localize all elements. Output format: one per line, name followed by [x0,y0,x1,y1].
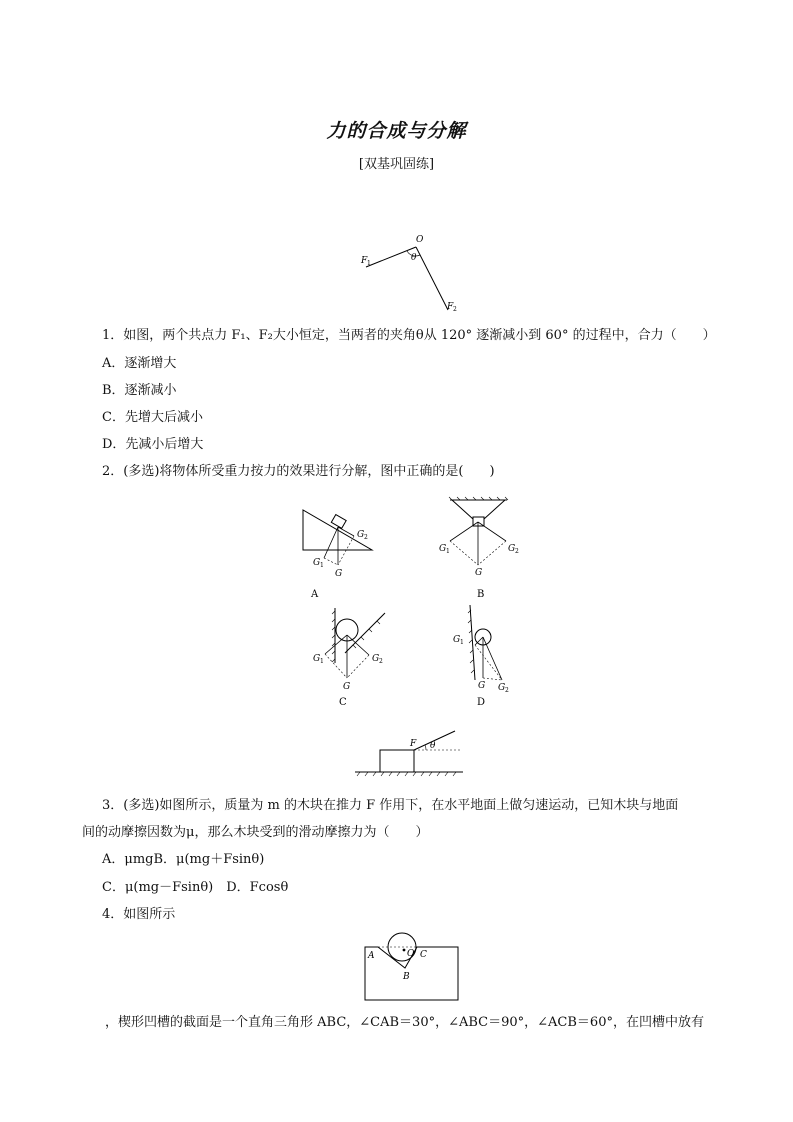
force-f-label: F [410,739,417,749]
q1-option-b: B．逐渐减小 [102,383,177,398]
svg-text:G: G [475,568,483,578]
q1-stem: 1．如图，两个共点力 F₁、F₂大小恒定，当两者的夹角θ从 120° 逐渐减小到 60° 的过程中，合力（ ） [102,328,716,343]
q1-option-d: D．先减小后增大 [102,437,204,452]
svg-text:2: 2 [379,658,383,665]
point-c-label: C [420,950,427,960]
q3-options-line2: C．μ(mg－Fsinθ) D．Fcosθ [102,880,289,895]
page-title: 力的合成与分解 [326,120,467,142]
q1-force-figure [355,230,465,320]
f1-label: F [361,256,368,266]
q2-figure-c [305,603,395,708]
svg-text:1: 1 [320,658,324,665]
svg-text:G: G [357,530,365,540]
svg-text:2: 2 [505,687,509,694]
f1-subscript: 1 [367,260,371,267]
q3-stem-line1: 3．(多选)如图所示，质量为 m 的木块在推力 F 作用下，在水平地面上做匀速运动，已知木块与地面 [102,798,679,813]
q4-groove-figure [360,928,465,1003]
section-subtitle: [双基巩固练] [358,157,435,172]
svg-text:G: G [439,544,447,554]
q2-caption-c: C [339,697,347,708]
svg-text:G: G [453,635,461,645]
svg-text:G: G [478,681,486,691]
point-o-label: O [407,949,415,959]
q4-text-line: ，楔形凹槽的截面是一个直角三角形 ABC，∠CAB＝30°，∠ABC＝90°，∠ACB＝60°，在凹槽中放有 [105,1015,704,1030]
q2-figure-b [430,495,530,600]
q3-options-line1: A．μmgB．μ(mg＋Fsinθ) [102,852,265,867]
q2-stem: 2．(多选)将物体所受重力按力的效果进行分解，图中正确的是( ) [102,464,495,479]
svg-text:1: 1 [460,639,464,646]
svg-text:G: G [498,683,506,693]
q1-option-a: A．逐渐增大 [102,356,177,371]
svg-text:G: G [508,544,516,554]
svg-text:1: 1 [446,548,450,555]
theta-label: θ [411,253,417,263]
q2-caption-a: A [311,589,319,600]
q3-block-figure [350,728,470,780]
svg-text:2: 2 [364,534,368,541]
q2-figure-d [445,600,525,708]
svg-text:1: 1 [320,562,324,569]
f1-vector [366,247,416,267]
svg-text:G: G [372,654,380,664]
q1-option-c: C．先增大后减小 [102,410,203,425]
q3-stem-line2: 间的动摩擦因数为μ，那么木块受到的滑动摩擦力为（ ） [82,825,429,840]
svg-text:G: G [313,558,321,568]
q2-caption-d: D [477,697,486,708]
point-b-label: B [403,972,410,982]
point-a-label: A [368,951,375,961]
point-o-label: O [416,235,424,245]
svg-text:G: G [313,654,321,664]
svg-text:G: G [343,682,351,692]
svg-text:G: G [335,569,343,579]
q2-figure-a [295,505,380,600]
q2-caption-b: B [477,589,485,600]
f2-vector [416,247,448,310]
f2-subscript: 2 [453,306,457,313]
svg-text:2: 2 [515,548,519,555]
f2-label: F [447,302,454,312]
theta-label: θ [430,741,436,751]
q4-stem: 4．如图所示 [102,907,176,922]
